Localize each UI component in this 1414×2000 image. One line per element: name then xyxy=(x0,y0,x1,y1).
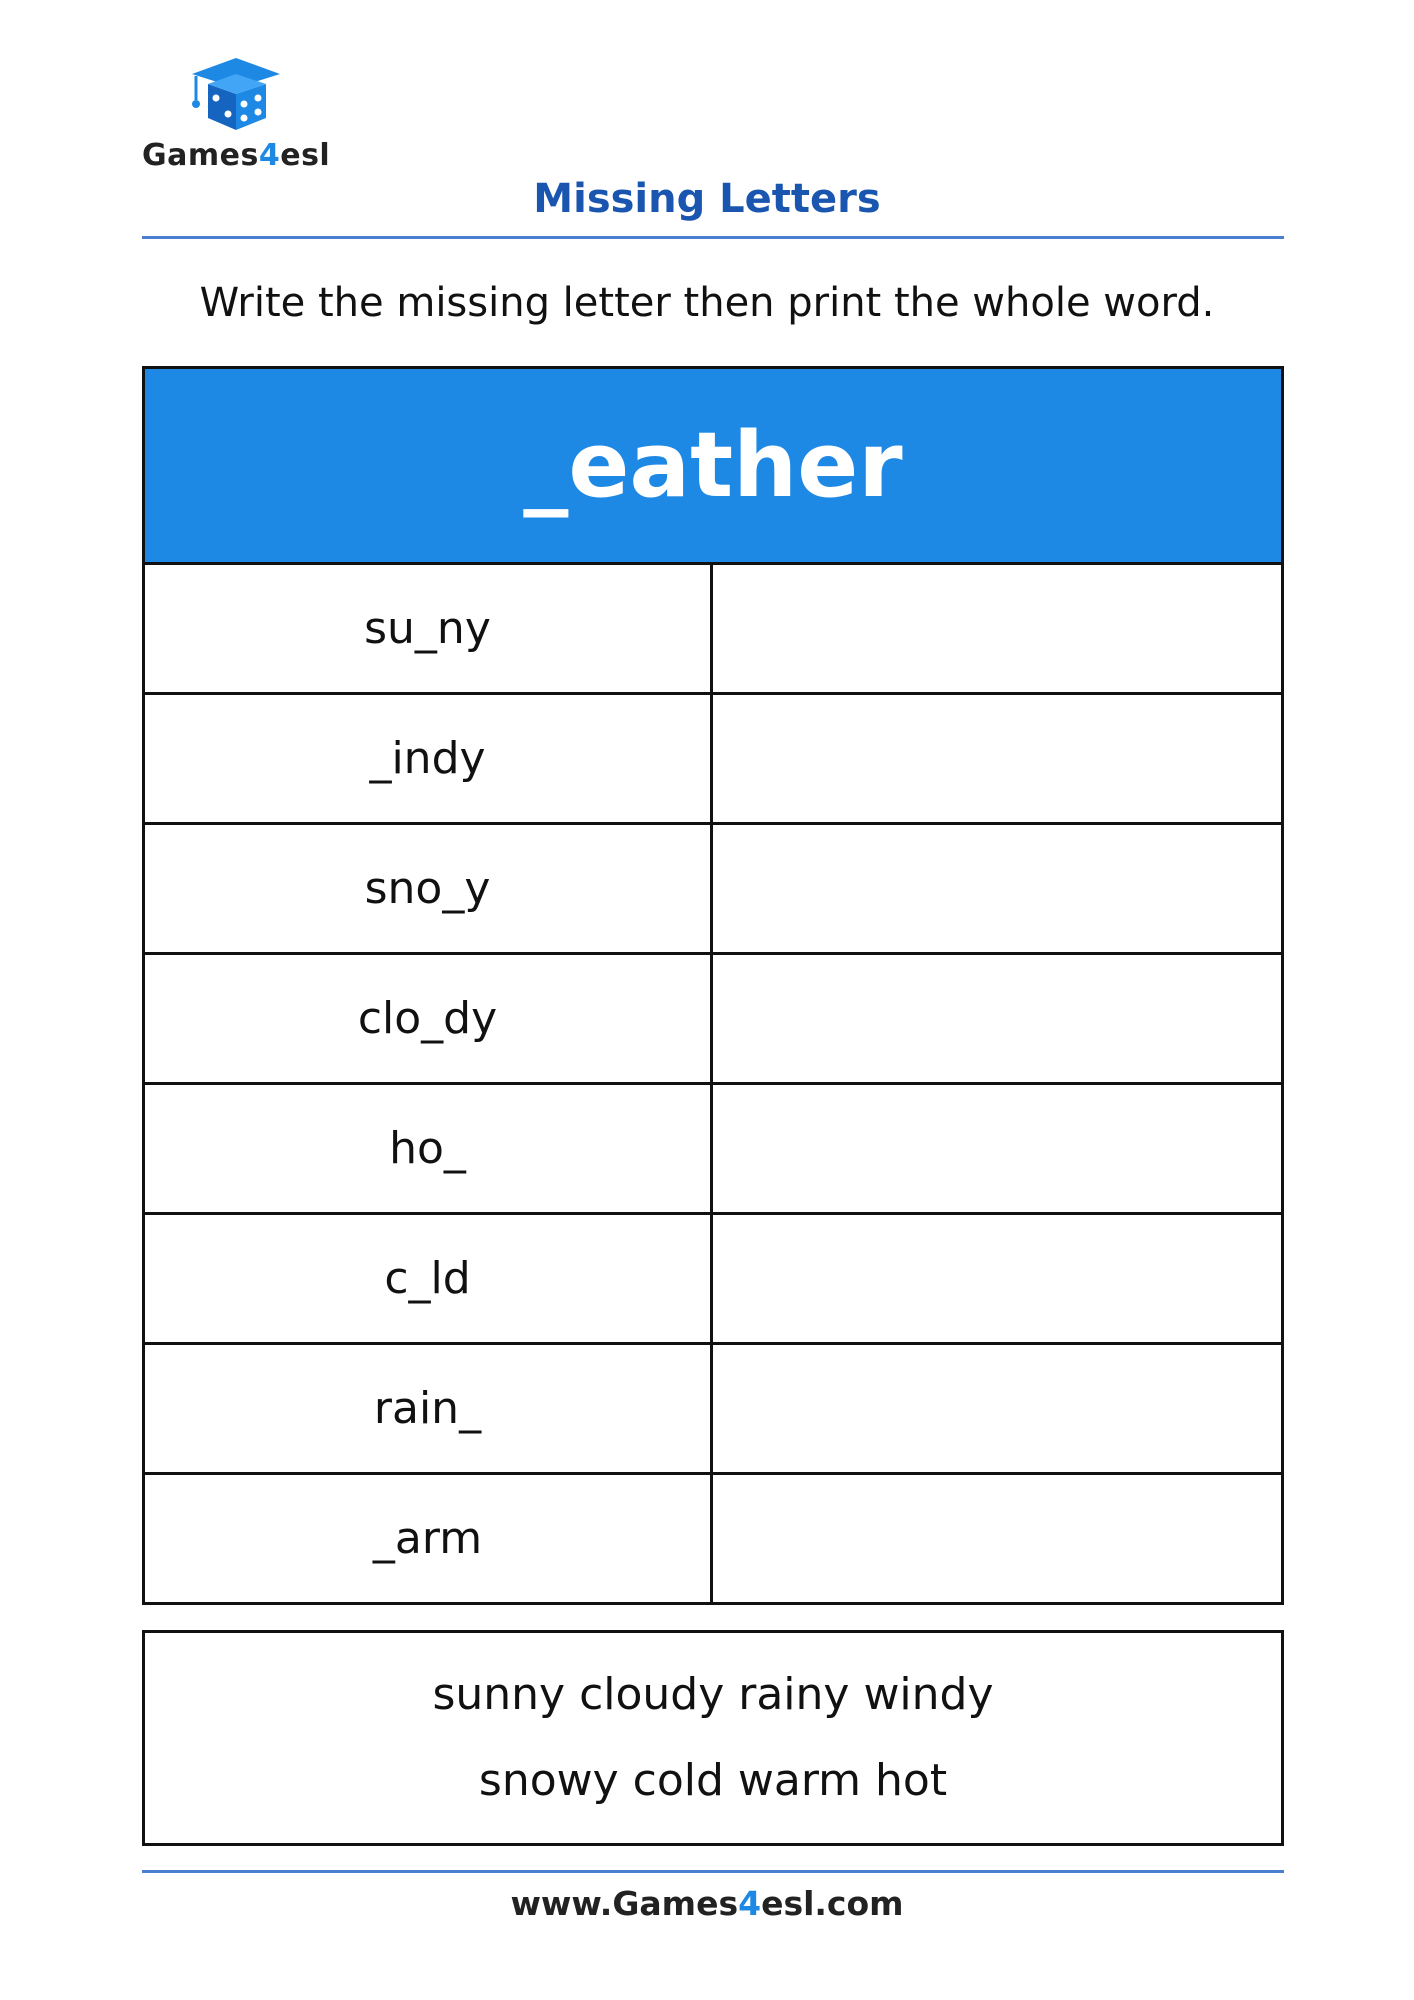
word-cell: sno_y xyxy=(145,825,713,952)
table-row xyxy=(145,1345,1281,1475)
missing-letters-table xyxy=(142,366,1284,1605)
instruction-text: Write the missing letter then print the whole word. xyxy=(199,280,1215,326)
header-divider xyxy=(142,236,1284,239)
table-header: _eather xyxy=(145,369,1281,565)
logo xyxy=(142,54,342,184)
answer-cell[interactable] xyxy=(713,1215,1281,1342)
table-row xyxy=(145,1475,1281,1602)
answer-cell[interactable] xyxy=(713,565,1281,692)
answer-cell[interactable] xyxy=(713,825,1281,952)
word-bank-line-1: sunny cloudy rainy windy xyxy=(432,1669,994,1720)
word-cell: c_ld xyxy=(145,1215,713,1342)
graduation-cap-dice-icon xyxy=(186,54,286,134)
word-bank-line-2: snowy cold warm hot xyxy=(478,1755,948,1806)
footer-url: www.Games4esl.com xyxy=(510,1884,904,1923)
table-row xyxy=(145,695,1281,825)
word-cell: rain_ xyxy=(145,1345,713,1472)
answer-cell[interactable] xyxy=(713,1475,1281,1602)
table-row xyxy=(145,825,1281,955)
word-cell: _arm xyxy=(145,1475,713,1602)
footer-divider xyxy=(142,1870,1284,1873)
logo-text: Games4esl xyxy=(142,138,331,173)
table-row xyxy=(145,1215,1281,1345)
word-cell: clo_dy xyxy=(145,955,713,1082)
table-row xyxy=(145,955,1281,1085)
page-title: Missing Letters xyxy=(533,176,881,222)
answer-cell[interactable] xyxy=(713,1345,1281,1472)
answer-cell[interactable] xyxy=(713,955,1281,1082)
table-row xyxy=(145,565,1281,695)
word-bank xyxy=(142,1630,1284,1846)
answer-cell[interactable] xyxy=(713,695,1281,822)
answer-cell[interactable] xyxy=(713,1085,1281,1212)
table-row xyxy=(145,1085,1281,1215)
word-cell: _indy xyxy=(145,695,713,822)
word-cell: su_ny xyxy=(145,565,713,692)
word-cell: ho_ xyxy=(145,1085,713,1212)
